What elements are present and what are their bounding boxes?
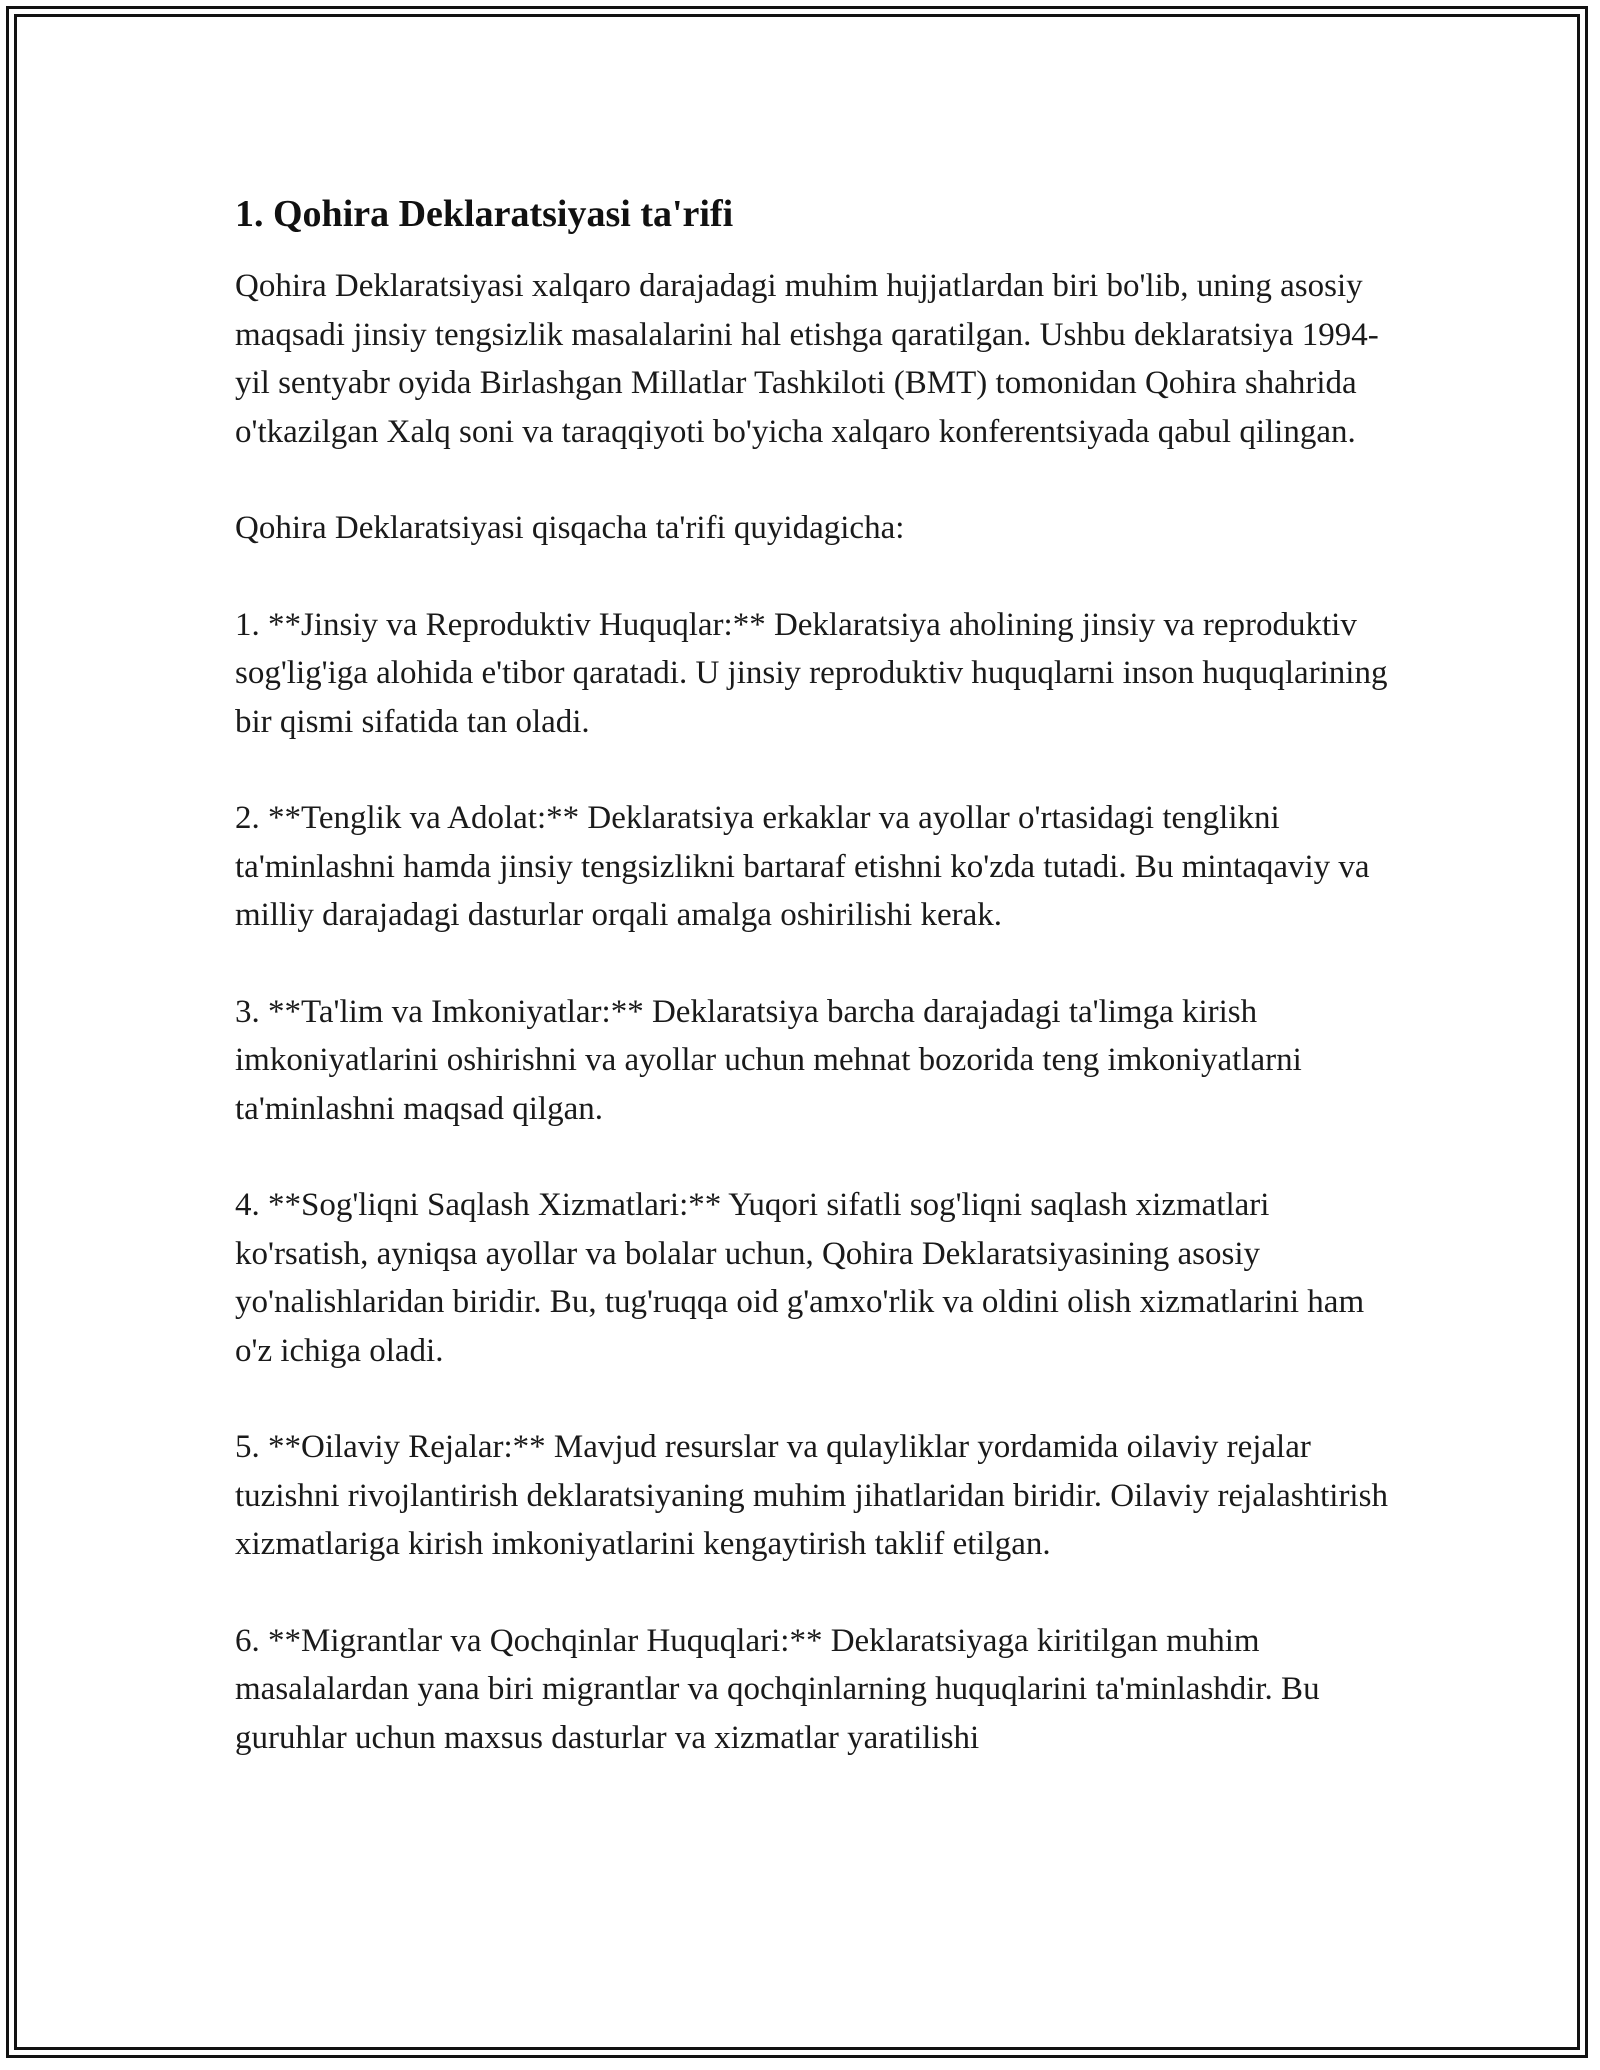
paragraph-intro: Qohira Deklaratsiyasi xalqaro darajadagi muhim hujjatlardan biri bo'lib, uning asosiy maqsadi jinsiy tengsizlik masalalarini hal etishga qaratilgan. Ushbu deklaratsiya 1994-yil sentyabr oyida Birlashgan Millatlar Tashkiloti (BMT) tomonidan Qohira shahrida o'tkazilgan Xalq soni va taraqqiyoti bo'yicha xalqaro konferentsiyada qabul qilingan. (235, 268, 1379, 450)
section-heading: 1. Qohira Deklaratsiyasi ta'rifi (235, 193, 734, 235)
document-body (235, 190, 1395, 1762)
list-item-health-services: 4. **Sog'liqni Saqlash Xizmatlari:** Yuqori sifatli sog'liqni saqlash xizmatlari ko'rsatish, ayniqsa ayollar va bolalar uchun, Qohira Deklaratsiyasining asosiy yo'nalishlaridan biridir. Bu, tug'ruqqa oid g'amxo'rlik va oldini olish xizmatlarini ham o'z ichiga oladi. (235, 1187, 1365, 1369)
list-item-education-opportunities: 3. **Ta'lim va Imkoniyatlar:** Deklaratsiya barcha darajadagi ta'limga kirish imkoniyatlarini oshirishni va ayollar uchun mehnat bozorida teng imkoniyatlarni ta'minlashni maqsad qilgan. (235, 993, 1302, 1127)
list-item-equality-justice: 2. **Tenglik va Adolat:** Deklaratsiya erkaklar va ayollar o'rtasidagi tenglikni ta'minlashni hamda jinsiy tengsizlikni bartaraf etishni ko'zda tutadi. Bu mintaqaviy va milliy darajadagi dasturlar orqali amalga oshirilishi kerak. (235, 800, 1370, 933)
list-item-reproductive-rights: 1. **Jinsiy va Reproduktiv Huquqlar:** Deklaratsiya aholining jinsiy va reproduktiv sog'lig'iga alohida e'tibor qaratadi. U jinsiy reproduktiv huquqlarni inson huquqlarining bir qismi sifatida tan oladi. (235, 606, 1388, 740)
list-item-family-planning: 5. **Oilaviy Rejalar:** Mavjud resurslar va qulayliklar yordamida oilaviy rejalar tuzishni rivojlantirish deklaratsiyaning muhim jihatlaridan biridir. Oilaviy rejalashtirish xizmatlariga kirish imkoniyatlarini kengaytirish taklif etilgan. (235, 1429, 1388, 1562)
paragraph-summary-lead: Qohira Deklaratsiyasi qisqacha ta'rifi quyidagicha: (235, 510, 905, 546)
list-item-migrant-rights: 6. **Migrantlar va Qochqinlar Huquqlari:** Deklaratsiyaga kiritilgan muhim masalalardan yana biri migrantlar va qochqinlarning huquqlarini ta'minlashdir. Bu guruhlar uchun maxsus dasturlar va xizmatlar yaratilishi (235, 1622, 1320, 1756)
